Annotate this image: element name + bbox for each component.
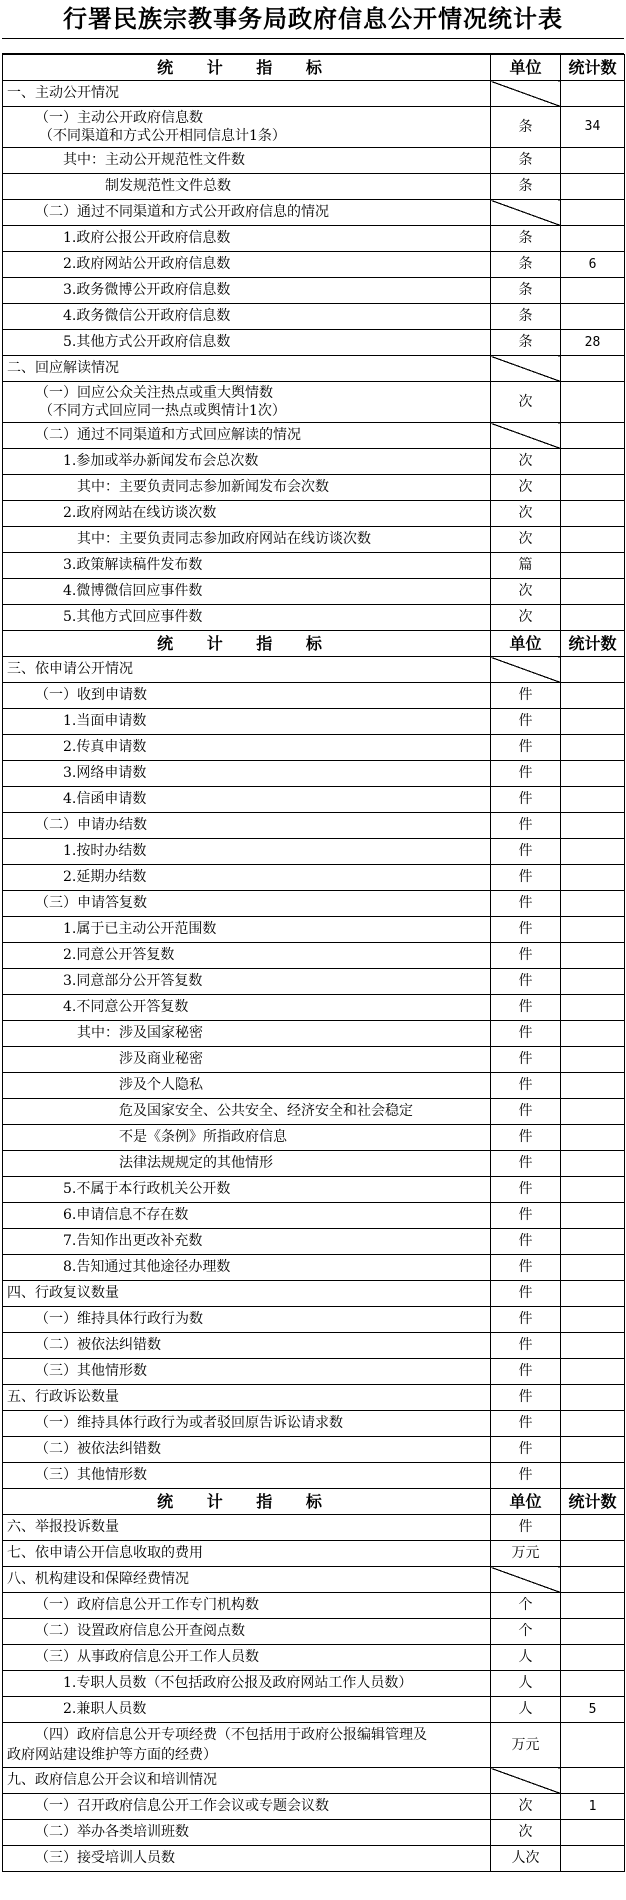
count-cell: [561, 1073, 625, 1099]
unit-cell: [491, 1567, 561, 1593]
table-row: [3, 1177, 625, 1203]
table-row: [3, 1463, 625, 1489]
unit-cell: 件: [491, 1229, 561, 1255]
indicator-cell: 2.兼职人员数: [3, 1697, 491, 1723]
table-row: [3, 865, 625, 891]
indicator-cell: 法律法规规定的其他情形: [3, 1151, 491, 1177]
count-cell: [561, 1463, 625, 1489]
unit-cell: [491, 356, 561, 382]
header-count: 统计数: [561, 631, 625, 657]
unit-cell: 个: [491, 1619, 561, 1645]
unit-cell: 次: [491, 1820, 561, 1846]
table-row: [3, 174, 625, 200]
indicator-cell: 2.传真申请数: [3, 735, 491, 761]
unit-cell: 条: [491, 330, 561, 356]
unit-cell: 件: [491, 709, 561, 735]
table-row: [3, 761, 625, 787]
table-row: [3, 1359, 625, 1385]
unit-cell: 次: [491, 475, 561, 501]
unit-cell: 件: [491, 839, 561, 865]
table-row: [3, 943, 625, 969]
unit-cell: 万元: [491, 1541, 561, 1567]
indicator-cell: 4.信函申请数: [3, 787, 491, 813]
unit-cell: 次: [491, 382, 561, 423]
indicator-cell: 5.其他方式公开政府信息数: [3, 330, 491, 356]
table-row: [3, 683, 625, 709]
count-cell: [561, 1203, 625, 1229]
count-cell: [561, 1411, 625, 1437]
indicator-cell: 5.不属于本行政机关公开数: [3, 1177, 491, 1203]
unit-cell: 件: [491, 761, 561, 787]
indicator-cell: 3.政策解读稿件发布数: [3, 553, 491, 579]
unit-cell: 件: [491, 943, 561, 969]
indicator-cell: 二、回应解读情况: [3, 356, 491, 382]
table-row: [3, 1515, 625, 1541]
header-row: [3, 1489, 625, 1515]
table-row: [3, 1593, 625, 1619]
count-cell: 1: [561, 1794, 625, 1820]
table-row: [3, 1619, 625, 1645]
table-row: [3, 252, 625, 278]
indicator-cell: 3.政务微博公开政府信息数: [3, 278, 491, 304]
count-cell: [561, 761, 625, 787]
count-cell: [561, 1151, 625, 1177]
indicator-label-note: 政府网站建设维护等方面的经费）: [7, 1747, 217, 1763]
indicator-cell: 3.网络申请数: [3, 761, 491, 787]
statistics-table: [2, 54, 625, 1872]
count-cell: [561, 709, 625, 735]
table-row: [3, 553, 625, 579]
unit-cell: 件: [491, 683, 561, 709]
count-cell: [561, 148, 625, 174]
indicator-cell: 1.属于已主动公开范围数: [3, 917, 491, 943]
table-row: [3, 1203, 625, 1229]
indicator-cell: 三、依申请公开情况: [3, 657, 491, 683]
page-title: 行署民族宗教事务局政府信息公开情况统计表: [63, 4, 563, 33]
unit-cell: 人次: [491, 1846, 561, 1872]
count-cell: [561, 1723, 625, 1768]
indicator-cell: 1.按时办结数: [3, 839, 491, 865]
indicator-cell: [3, 1723, 491, 1768]
unit-cell: 件: [491, 1307, 561, 1333]
count-cell: [561, 278, 625, 304]
indicator-cell: （三）其他情形数: [3, 1359, 491, 1385]
indicator-label-note: （不同方式回应同一热点或舆情计1次）: [39, 403, 286, 419]
indicator-cell: （三）申请答复数: [3, 891, 491, 917]
count-cell: [561, 174, 625, 200]
indicator-cell: 2.政府网站公开政府信息数: [3, 252, 491, 278]
indicator-cell: （一）收到申请数: [3, 683, 491, 709]
unit-cell: 次: [491, 1794, 561, 1820]
count-cell: [561, 1307, 625, 1333]
count-cell: [561, 657, 625, 683]
table-row: [3, 1846, 625, 1872]
count-cell: [561, 1047, 625, 1073]
count-cell: [561, 1768, 625, 1794]
indicator-cell: 6.申请信息不存在数: [3, 1203, 491, 1229]
count-cell: [561, 995, 625, 1021]
unit-cell: 件: [491, 1177, 561, 1203]
table-row: [3, 107, 625, 148]
indicator-cell: 七、依申请公开信息收取的费用: [3, 1541, 491, 1567]
unit-cell: 次: [491, 449, 561, 475]
count-cell: [561, 1229, 625, 1255]
indicator-cell: 其中：主要负责同志参加新闻发布会次数: [3, 475, 491, 501]
indicator-cell: 八、机构建设和保障经费情况: [3, 1567, 491, 1593]
unit-cell: 件: [491, 1437, 561, 1463]
header-indicator: 统 计 指 标: [3, 631, 491, 657]
indicator-cell: 四、行政复议数量: [3, 1281, 491, 1307]
indicator-cell: 其中：涉及国家秘密: [3, 1021, 491, 1047]
indicator-cell: 3.同意部分公开答复数: [3, 969, 491, 995]
unit-cell: 件: [491, 1151, 561, 1177]
unit-cell: 件: [491, 1281, 561, 1307]
indicator-label-note: （不同渠道和方式公开相同信息计1条）: [39, 128, 286, 144]
table-row: [3, 1047, 625, 1073]
unit-cell: 次: [491, 501, 561, 527]
count-cell: [561, 1359, 625, 1385]
table-row: [3, 787, 625, 813]
count-cell: [561, 839, 625, 865]
unit-cell: 件: [491, 1255, 561, 1281]
unit-cell: 件: [491, 1203, 561, 1229]
unit-cell: 条: [491, 252, 561, 278]
unit-cell: 件: [491, 1385, 561, 1411]
count-cell: [561, 200, 625, 226]
unit-cell: 件: [491, 1411, 561, 1437]
count-cell: [561, 943, 625, 969]
header-row: [3, 631, 625, 657]
unit-cell: [491, 1768, 561, 1794]
count-cell: [561, 1846, 625, 1872]
unit-cell: 条: [491, 174, 561, 200]
count-cell: [561, 1099, 625, 1125]
indicator-label: （四）政府信息公开专项经费（不包括用于政府公报编辑管理及: [35, 1727, 427, 1743]
count-cell: [561, 1593, 625, 1619]
table-row: [3, 709, 625, 735]
count-cell: [561, 917, 625, 943]
indicator-cell: 4.不同意公开答复数: [3, 995, 491, 1021]
count-cell: 6: [561, 252, 625, 278]
count-cell: [561, 356, 625, 382]
count-cell: [561, 1021, 625, 1047]
unit-cell: 篇: [491, 553, 561, 579]
table-row: [3, 1567, 625, 1593]
table-row: [3, 1073, 625, 1099]
unit-cell: 件: [491, 1515, 561, 1541]
indicator-cell: 一、主动公开情况: [3, 81, 491, 107]
indicator-cell: 2.同意公开答复数: [3, 943, 491, 969]
count-cell: [561, 1333, 625, 1359]
unit-cell: 次: [491, 605, 561, 631]
unit-cell: 件: [491, 969, 561, 995]
header-count: 统计数: [561, 55, 625, 81]
header-indicator: 统 计 指 标: [3, 1489, 491, 1515]
table-row: [3, 605, 625, 631]
indicator-cell: 危及国家安全、公共安全、经济安全和社会稳定: [3, 1099, 491, 1125]
table-row: [3, 148, 625, 174]
unit-cell: 件: [491, 813, 561, 839]
unit-cell: 件: [491, 865, 561, 891]
indicator-cell: （二）通过不同渠道和方式回应解读的情况: [3, 423, 491, 449]
table-row: [3, 1671, 625, 1697]
table-row: [3, 1794, 625, 1820]
table-row: [3, 813, 625, 839]
table-row: [3, 1723, 625, 1768]
table-row: [3, 891, 625, 917]
table-row: [3, 423, 625, 449]
indicator-cell: 六、举报投诉数量: [3, 1515, 491, 1541]
table-body: [3, 55, 625, 1872]
unit-cell: 次: [491, 579, 561, 605]
count-cell: [561, 1177, 625, 1203]
table-row: [3, 1125, 625, 1151]
indicator-cell: 其中：主动公开规范性文件数: [3, 148, 491, 174]
unit-cell: 次: [491, 527, 561, 553]
count-cell: [561, 1281, 625, 1307]
unit-cell: 件: [491, 1125, 561, 1151]
unit-cell: 件: [491, 1047, 561, 1073]
table-row: [3, 579, 625, 605]
indicator-cell: 涉及个人隐私: [3, 1073, 491, 1099]
indicator-cell: 1.参加或举办新闻发布会总次数: [3, 449, 491, 475]
indicator-cell: 五、行政诉讼数量: [3, 1385, 491, 1411]
unit-cell: 件: [491, 891, 561, 917]
count-cell: [561, 1671, 625, 1697]
unit-cell: [491, 423, 561, 449]
unit-cell: [491, 81, 561, 107]
table-row: [3, 1021, 625, 1047]
table-row: [3, 1768, 625, 1794]
count-cell: 34: [561, 107, 625, 148]
table-row: [3, 1333, 625, 1359]
indicator-cell: 1.政府公报公开政府信息数: [3, 226, 491, 252]
table-row: [3, 735, 625, 761]
table-row: [3, 527, 625, 553]
count-cell: [561, 382, 625, 423]
indicator-cell: （三）接受培训人员数: [3, 1846, 491, 1872]
header-unit: 单位: [491, 631, 561, 657]
indicator-cell: [3, 107, 491, 148]
unit-cell: 件: [491, 1359, 561, 1385]
unit-cell: 件: [491, 1099, 561, 1125]
table-row: [3, 81, 625, 107]
count-cell: [561, 1255, 625, 1281]
header-count: 统计数: [561, 1489, 625, 1515]
indicator-cell: 4.微博微信回应事件数: [3, 579, 491, 605]
indicator-cell: 不是《条例》所指政府信息: [3, 1125, 491, 1151]
indicator-cell: （三）从事政府信息公开工作人员数: [3, 1645, 491, 1671]
unit-cell: 件: [491, 735, 561, 761]
count-cell: [561, 449, 625, 475]
indicator-cell: （一）维持具体行政行为或者驳回原告诉讼请求数: [3, 1411, 491, 1437]
title-gap: [2, 38, 624, 54]
count-cell: [561, 226, 625, 252]
table-row: [3, 200, 625, 226]
unit-cell: 件: [491, 1073, 561, 1099]
count-cell: [561, 787, 625, 813]
count-cell: [561, 891, 625, 917]
indicator-label: （一）回应公众关注热点或重大舆情数: [35, 385, 273, 401]
count-cell: 28: [561, 330, 625, 356]
indicator-cell: 4.政务微信公开政府信息数: [3, 304, 491, 330]
count-cell: [561, 1515, 625, 1541]
table-row: [3, 475, 625, 501]
table-row: [3, 226, 625, 252]
unit-cell: 件: [491, 1021, 561, 1047]
unit-cell: 件: [491, 1333, 561, 1359]
unit-cell: 件: [491, 917, 561, 943]
table-row: [3, 917, 625, 943]
count-cell: [561, 1820, 625, 1846]
unit-cell: [491, 200, 561, 226]
indicator-cell: 1.当面申请数: [3, 709, 491, 735]
count-cell: [561, 475, 625, 501]
count-cell: [561, 1541, 625, 1567]
table-row: [3, 1099, 625, 1125]
table-row: [3, 356, 625, 382]
indicator-cell: （二）被依法纠错数: [3, 1333, 491, 1359]
table-row: [3, 1541, 625, 1567]
indicator-cell: （二）申请办结数: [3, 813, 491, 839]
table-row: [3, 330, 625, 356]
table-row: [3, 501, 625, 527]
unit-cell: 件: [491, 787, 561, 813]
count-cell: [561, 1567, 625, 1593]
unit-cell: 人: [491, 1697, 561, 1723]
unit-cell: 万元: [491, 1723, 561, 1768]
count-cell: 5: [561, 1697, 625, 1723]
indicator-cell: [3, 382, 491, 423]
indicator-cell: （三）其他情形数: [3, 1463, 491, 1489]
indicator-cell: 九、政府信息公开会议和培训情况: [3, 1768, 491, 1794]
indicator-cell: 5.其他方式回应事件数: [3, 605, 491, 631]
unit-cell: 人: [491, 1671, 561, 1697]
indicator-cell: 涉及商业秘密: [3, 1047, 491, 1073]
header-unit: 单位: [491, 1489, 561, 1515]
unit-cell: 个: [491, 1593, 561, 1619]
table-row: [3, 1281, 625, 1307]
indicator-cell: （二）被依法纠错数: [3, 1437, 491, 1463]
table-row: [3, 657, 625, 683]
indicator-cell: （一）召开政府信息公开工作会议或专题会议数: [3, 1794, 491, 1820]
unit-cell: 人: [491, 1645, 561, 1671]
indicator-cell: 2.延期办结数: [3, 865, 491, 891]
count-cell: [561, 527, 625, 553]
indicator-cell: 其中：主要负责同志参加政府网站在线访谈次数: [3, 527, 491, 553]
indicator-label: （一）主动公开政府信息数: [35, 110, 203, 126]
indicator-cell: 2.政府网站在线访谈次数: [3, 501, 491, 527]
count-cell: [561, 423, 625, 449]
count-cell: [561, 1125, 625, 1151]
unit-cell: 条: [491, 148, 561, 174]
table-row: [3, 1437, 625, 1463]
count-cell: [561, 304, 625, 330]
table-row: [3, 839, 625, 865]
table-row: [3, 1255, 625, 1281]
indicator-cell: 8.告知通过其他途径办理数: [3, 1255, 491, 1281]
table-row: [3, 969, 625, 995]
table-row: [3, 1411, 625, 1437]
indicator-cell: （一）政府信息公开工作专门机构数: [3, 1593, 491, 1619]
unit-cell: 件: [491, 995, 561, 1021]
indicator-cell: 1.专职人员数（不包括政府公报及政府网站工作人员数）: [3, 1671, 491, 1697]
unit-cell: 条: [491, 226, 561, 252]
unit-cell: 件: [491, 1463, 561, 1489]
table-row: [3, 304, 625, 330]
table-row: [3, 449, 625, 475]
count-cell: [561, 1385, 625, 1411]
count-cell: [561, 501, 625, 527]
count-cell: [561, 1437, 625, 1463]
table-row: [3, 1820, 625, 1846]
count-cell: [561, 683, 625, 709]
unit-cell: 条: [491, 107, 561, 148]
header-unit: 单位: [491, 55, 561, 81]
indicator-cell: （二）通过不同渠道和方式公开政府信息的情况: [3, 200, 491, 226]
unit-cell: 条: [491, 304, 561, 330]
table-row: [3, 1229, 625, 1255]
table-row: [3, 278, 625, 304]
indicator-cell: 7.告知作出更改补充数: [3, 1229, 491, 1255]
count-cell: [561, 579, 625, 605]
count-cell: [561, 1645, 625, 1671]
count-cell: [561, 553, 625, 579]
unit-cell: [491, 657, 561, 683]
header-indicator: 统 计 指 标: [3, 55, 491, 81]
table-row: [3, 382, 625, 423]
count-cell: [561, 1619, 625, 1645]
table-row: [3, 1307, 625, 1333]
table-row: [3, 1645, 625, 1671]
table-row: [3, 1385, 625, 1411]
count-cell: [561, 81, 625, 107]
indicator-cell: （二）设置政府信息公开查阅点数: [3, 1619, 491, 1645]
table-row: [3, 995, 625, 1021]
unit-cell: 条: [491, 278, 561, 304]
header-row: [3, 55, 625, 81]
count-cell: [561, 735, 625, 761]
table-row: [3, 1151, 625, 1177]
count-cell: [561, 865, 625, 891]
count-cell: [561, 969, 625, 995]
indicator-cell: （二）举办各类培训班数: [3, 1820, 491, 1846]
count-cell: [561, 605, 625, 631]
table-row: [3, 1697, 625, 1723]
indicator-cell: 制发规范性文件总数: [3, 174, 491, 200]
count-cell: [561, 813, 625, 839]
indicator-cell: （一）维持具体行政行为数: [3, 1307, 491, 1333]
